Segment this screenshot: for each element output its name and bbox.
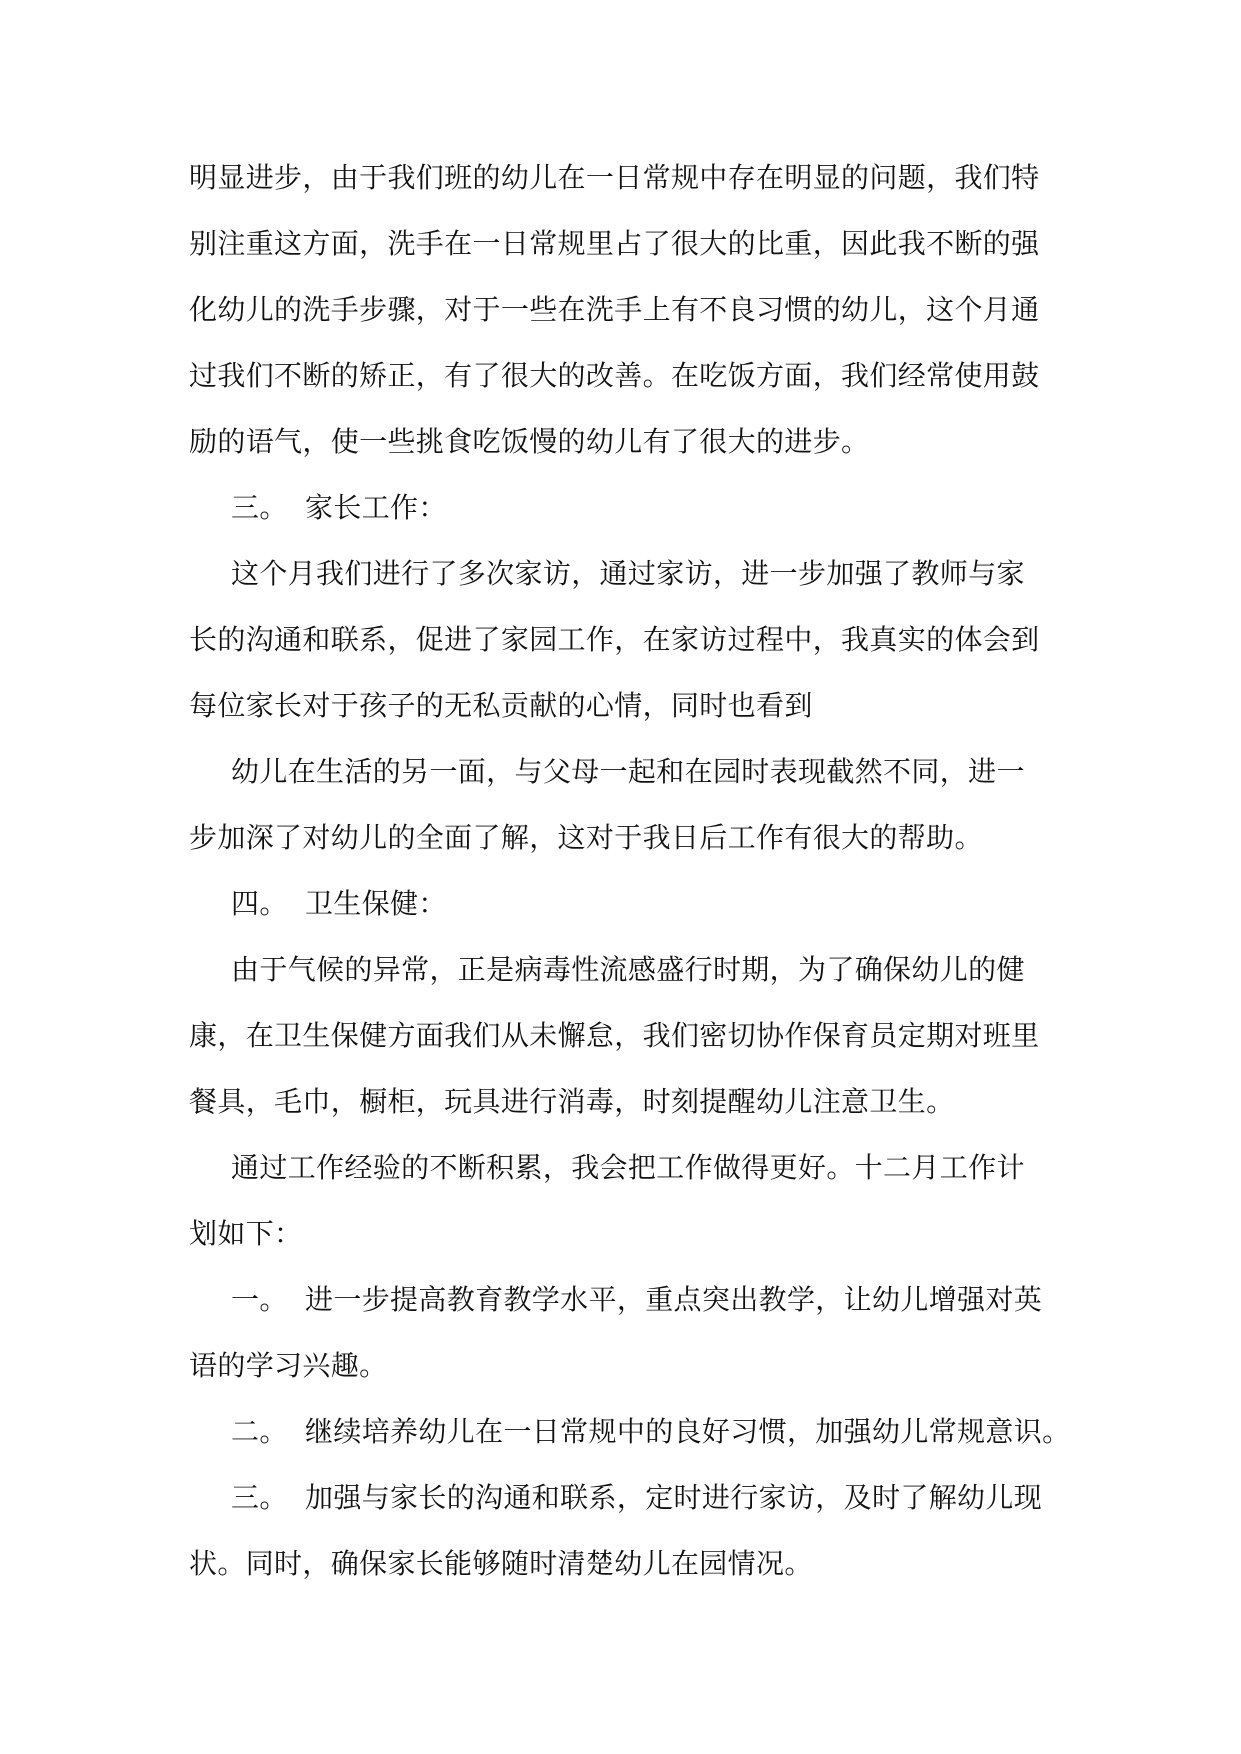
paragraph-line: 别注重这方面，洗手在一日常规里占了很大的比重，因此我不断的强 — [189, 227, 1040, 260]
paragraph-line: 由于气候的异常，正是病毒性流感盛行时期，为了确保幼儿的健 — [231, 953, 1025, 986]
paragraph-line: 化幼儿的洗手步骤，对于一些在洗手上有不良习惯的幼儿，这个月通 — [189, 293, 1040, 326]
paragraph-line: 状。同时，确保家长能够随时清楚幼儿在园情况。 — [189, 1547, 813, 1580]
paragraph-line: 幼儿在生活的另一面，与父母一起和在园时表现截然不同，进一 — [231, 755, 1025, 788]
paragraph-line: 餐具，毛巾，橱柜，玩具进行消毒，时刻提醒幼儿注意卫生。 — [189, 1085, 955, 1118]
paragraph-line: 过我们不断的矫正，有了很大的改善。在吃饭方面，我们经常使用鼓 — [189, 359, 1040, 392]
paragraph-line: 步加深了对幼儿的全面了解，这对于我日后工作有很大的帮助。 — [189, 821, 983, 854]
plan-item-number: 三。 — [231, 1481, 288, 1514]
paragraph-line: 每位家长对于孩子的无私贡献的心情，同时也看到 — [189, 689, 813, 722]
paragraph-line: 通过工作经验的不断积累，我会把工作做得更好。十二月工作计 — [231, 1151, 1025, 1184]
paragraph-line: 励的语气，使一些挑食吃饭慢的幼儿有了很大的进步。 — [189, 425, 870, 458]
plan-item — [231, 1410, 1070, 1454]
paragraph-line: 明显进步，由于我们班的幼儿在一日常规中存在明显的问题，我们特 — [189, 161, 1040, 194]
plan-item-number: 一。 — [231, 1283, 288, 1316]
section-title: 家长工作： — [305, 491, 447, 524]
section-number: 四。 — [231, 887, 288, 920]
paragraph-line: 划如下： — [189, 1217, 303, 1250]
paragraph-line: 康，在卫生保健方面我们从未懈怠，我们密切协作保育员定期对班里 — [189, 1019, 1040, 1052]
paragraph-line: 这个月我们进行了多次家访，通过家访，进一步加强了教师与家 — [231, 557, 1025, 590]
section-heading — [231, 882, 447, 926]
paragraph-line: 语的学习兴趣。 — [189, 1349, 388, 1382]
plan-item-text: 继续培养幼儿在一日常规中的良好习惯，加强幼儿常规意识。 — [305, 1415, 1071, 1448]
plan-item-text: 进一步提高教育教学水平，重点突出教学，让幼儿增强对英 — [305, 1283, 1043, 1316]
section-number: 三。 — [231, 491, 288, 524]
plan-item-text: 加强与家长的沟通和联系，定时进行家访，及时了解幼儿现 — [305, 1481, 1043, 1514]
plan-item-number: 二。 — [231, 1415, 288, 1448]
paragraph-line: 长的沟通和联系，促进了家园工作，在家访过程中，我真实的体会到 — [189, 623, 1040, 656]
section-title: 卫生保健： — [305, 887, 447, 920]
plan-item — [231, 1476, 1042, 1520]
section-heading — [231, 486, 447, 530]
plan-item — [231, 1278, 1042, 1322]
